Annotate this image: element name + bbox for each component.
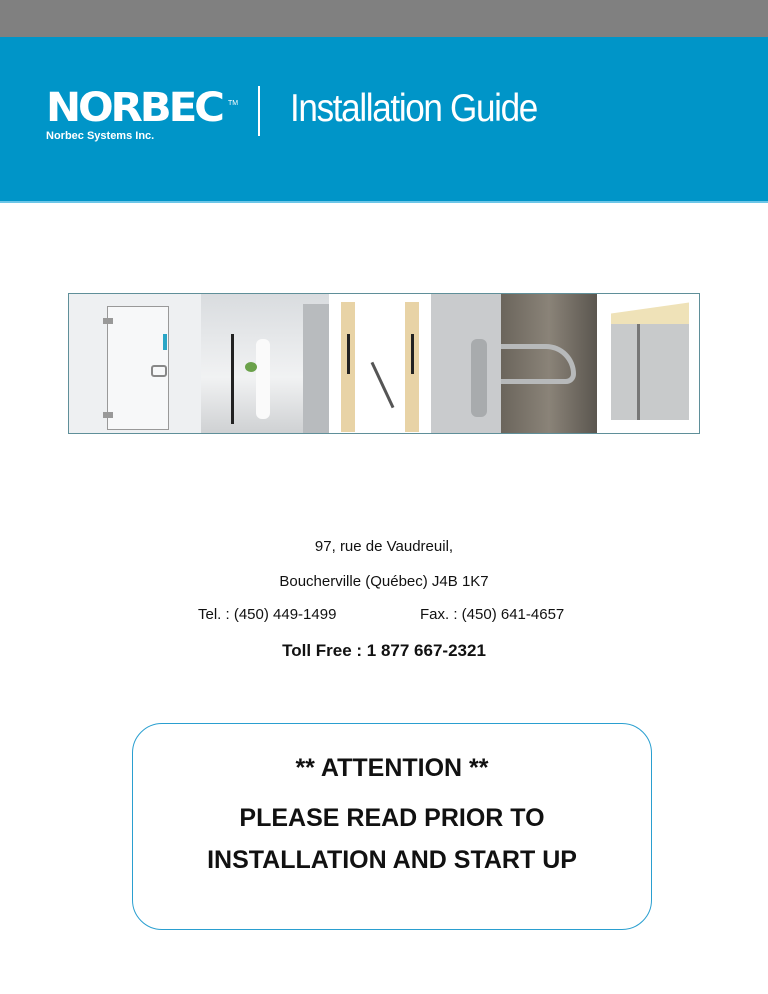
address-city: Boucherville (Québec) J4B 1K7 (279, 573, 489, 590)
image-processing-room (201, 294, 329, 433)
image-hinge (431, 294, 501, 433)
image-insulated-panel (597, 294, 699, 433)
header-divider (258, 86, 260, 136)
attention-heading: ** ATTENTION ** (295, 754, 489, 782)
toll-free-number: Toll Free : 1 877 667-2321 (282, 641, 486, 660)
phone-number: Tel. : (450) 449-1499 (198, 606, 337, 623)
header-banner (0, 37, 768, 203)
image-panel-lock (329, 294, 431, 433)
notice-line-2: INSTALLATION AND START UP (207, 846, 577, 874)
notice-line-1: PLEASE READ PRIOR TO (239, 804, 545, 832)
logo-wordmark: NORBEC (46, 85, 222, 131)
fax-number: Fax. : (450) 641-4657 (420, 606, 565, 623)
image-walk-in-door (69, 294, 201, 433)
norbec-logo (46, 85, 239, 142)
image-hinge-door (501, 294, 597, 433)
attention-notice (132, 723, 652, 930)
address-street: 97, rue de Vaudreuil, (314, 538, 454, 555)
page-title: Installation Guide (290, 87, 537, 130)
top-bar (0, 0, 768, 37)
company-name: Norbec Systems Inc. (46, 130, 155, 142)
trademark: TM (228, 100, 239, 107)
product-image-strip (68, 293, 700, 434)
